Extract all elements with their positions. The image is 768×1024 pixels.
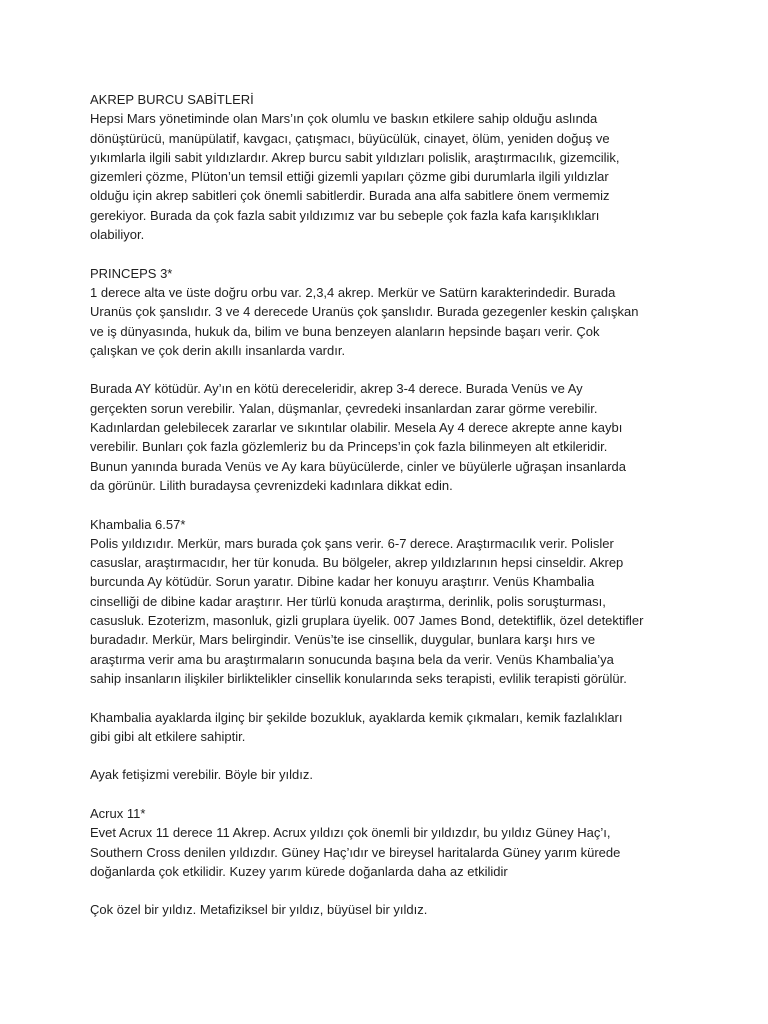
text-line: olduğu için akrep sabitleri çok önemli sabitlerdir. Burada ana alfa sabitlere önem vermemiz [90,188,610,204]
paragraph-gap [90,785,710,804]
text-line: Ayak fetişizmi verebilir. Böyle bir yıldız. [90,767,313,783]
text-line: Bunun yanında burada Venüs ve Ay kara büyücülerde, cinler ve büyülerle uğraşan insanlarda [90,458,627,474]
heading-acrux: Acrux 11* [90,805,146,821]
paragraph-gap [90,360,710,379]
paragraph-gap [90,244,710,263]
text-line: cinselliği de dibine kadar araştırır. Her türlü konuda araştırma, derinlik, polis soruşturması, [90,593,606,609]
text-line: doğanlarda çok etkilidir. Kuzey yarım kürede doğanlarda daha az etkilidir [90,863,508,879]
section-khambalia [90,515,710,689]
paragraph-gap [90,881,710,900]
text-line: Evet Acrux 11 derece 11 Akrep. Acrux yıldızı çok önemli bir yıldızdır, bu yıldız Güney Haç’ı, [90,825,611,841]
paragraph-gap [90,746,710,765]
heading-khambalia: Khambalia 6.57* [90,516,186,532]
text-line: Polis yıldızıdır. Merkür, mars burada çok şans verir. 6-7 derece. Araştırmacılık verir. Polisler [90,535,614,551]
section-acrux [90,804,710,881]
text-line: çalışkan ve çok derin akıllı insanlarda vardır. [90,342,346,358]
text-line: olabiliyor. [90,227,145,243]
text-line: Khambalia ayaklarda ilginç bir şekilde bozukluk, ayaklarda kemik çıkmaları, kemik fazlalıkları [90,709,623,725]
text-line: da görünür. Lilith buradaysa çevrenizdeki kadınlara dikkat edin. [90,477,453,493]
heading-princeps: PRINCEPS 3* [90,265,173,281]
text-line: Hepsi Mars yönetiminde olan Mars’ın çok olumlu ve baskın etkilere sahip olduğu aslında [90,111,598,127]
text-line: gizemleri çözme, Plüton’un temsil ettiği gizemli yapıları çözme gibi durumlarla ilgili yıldızlar [90,169,609,185]
text-line: Burada AY kötüdür. Ay’ın en kötü dereceleridir, akrep 3-4 derece. Burada Venüs ve Ay [90,381,583,397]
text-line: gerekiyor. Burada da çok fazla sabit yıldızımız var bu sebeple çok fazla kafa karışıklıkları [90,207,600,223]
paragraph-khambalia-ayaklar [90,708,710,747]
text-line: sahip insanların ilişkiler birliktelikler cinsellik konularında seks terapisti, evlilik terapisti görülür. [90,670,627,686]
paragraph-cok-ozel [90,900,710,919]
paragraph-ay-kotudur [90,379,710,495]
text-line: gibi gibi alt etkilere sahiptir. [90,728,246,744]
text-line: ve iş dünyasında, hukuk da, bilim ve buna benzeyen alanların hepsinde başarı verir. Çok [90,323,600,339]
paragraph-gap [90,495,710,514]
heading-akrep-burcu-sabitleri: AKREP BURCU SABİTLERİ [90,92,254,107]
text-line: Kadınlardan gelebilecek zararlar ve sıkıntılar olabilir. Mesela Ay 4 derece akrepte anne kaybı [90,420,623,436]
text-line: Southern Cross denilen yıldızdır. Güney Haç’ıdır ve bireysel haritalarda Güney yarım kürede [90,844,621,860]
text-line: verebilir. Bunları çok fazla gözlemleriz bu da Princeps’in çok fazla bilinmeyen alt etkileridir. [90,439,608,455]
section-princeps [90,264,710,360]
section-akrep-intro [90,90,710,244]
text-line: casuslar, araştırmacıdır, her tür konuda. Bu bölgeler, akrep yıldızlarının hepsi cinseldir. Akrep [90,555,624,571]
text-line: gerçekten sorun verebilir. Yalan, düşmanlar, çevredeki insanlardan zarar görme verebilir. [90,400,598,416]
text-line: casusluk. Ezoterizm, masonluk, gizli gruplara üyelik. 007 James Bond, detektiflik, özel detektifler [90,613,644,629]
text-line: Uranüs çok şanslıdır. 3 ve 4 derecede Uranüs çok şanslıdır. Burada gezegenler keskin çalışkan [90,304,639,320]
text-line: yıkımlarla ilgili sabit yıldızlardır. Akrep burcu sabit yıldızları polislik, araştırmacılık, gizemcilik, [90,149,620,165]
text-line: burcunda Ay kötüdür. Sorun yaratır. Dibine kadar her konuyu araştırır. Venüs Khambalia [90,574,595,590]
text-line: 1 derece alta ve üste doğru orbu var. 2,3,4 akrep. Merkür ve Satürn karakterindedir. Burada [90,284,616,300]
document-page [90,90,710,920]
paragraph-gap [90,688,710,707]
paragraph-ayak-fetisizmi [90,765,710,784]
text-line: Çok özel bir yıldız. Metafiziksel bir yıldız, büyüsel bir yıldız. [90,902,428,918]
text-line: dönüştürücü, manüpülatif, kavgacı, çatışmacı, büyücülük, cinayet, ölüm, yeniden doğuş ve [90,130,610,146]
text-line: araştırma verir ama bu araştırmaların sonucunda başına bela da verir. Venüs Khambalia’ya [90,651,614,667]
text-line: buradadır. Merkür, Mars belirgindir. Venüs’te ise cinsellik, duygular, bunlara karşı hırs ve [90,632,596,648]
